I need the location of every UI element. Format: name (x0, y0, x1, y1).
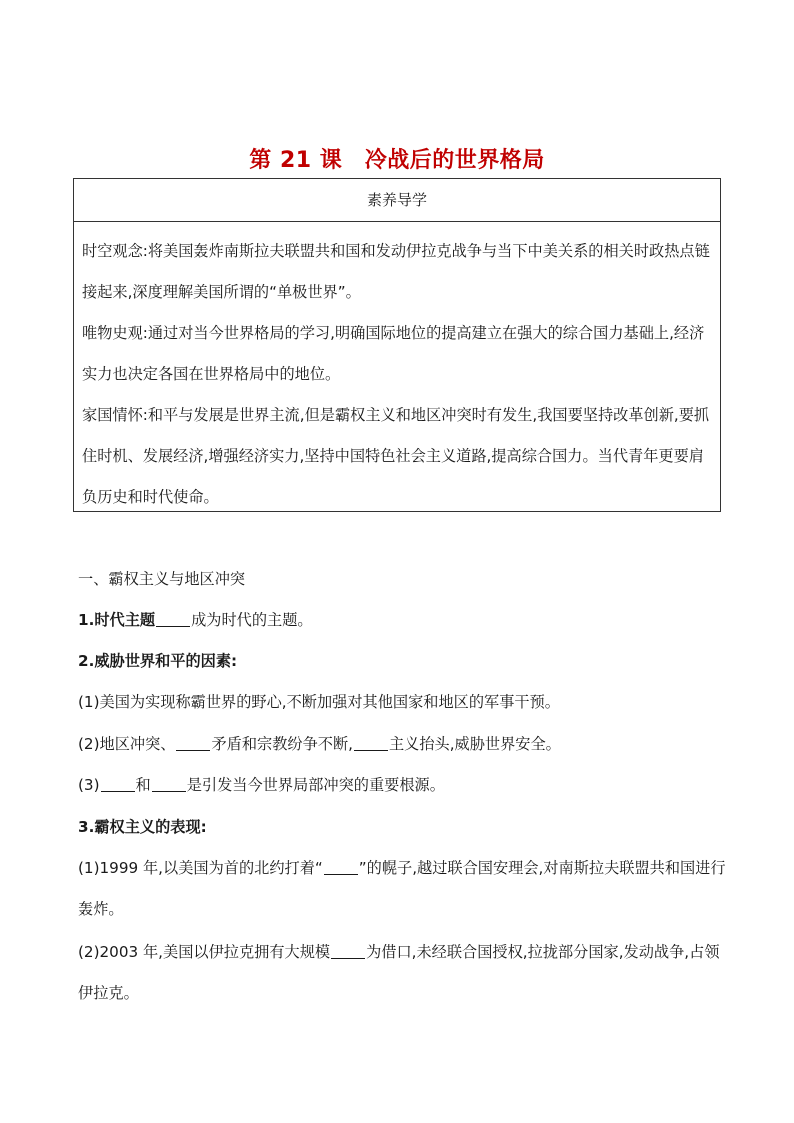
item2-line2-part-a: (2)地区冲突、 (78, 735, 176, 753)
guide-body (74, 222, 720, 518)
item3-p1-part-b: ”的幌子,越过联合国安理会,对南斯拉夫联盟共和国进行轰炸。 (78, 859, 726, 918)
item2-line3-part-b: 和 (135, 776, 151, 794)
item1-line (78, 609, 728, 630)
item2-line3-part-a: (3) (78, 776, 100, 794)
item2-line2-part-b: 矛盾和宗教纷争不断, (211, 735, 353, 753)
item3-p2-part-b: 为借口,未经联合国授权,拉拢部分国家,发动战争,占领伊拉克。 (78, 943, 720, 1002)
item3-p2-part-a: (2)2003 年,美国以伊拉克拥有大规模 (78, 943, 331, 961)
guide-paragraph-patriotism: 家国情怀:和平与发展是世界主流,但是霸权主义和地区冲突时有发生,我国要坚持改革创新,要抓住时机、发展经济,增强经济实力,坚持中国特色社会主义道路,提高综合国力。当代青年更要肩负历史和时代使命。 (82, 406, 710, 506)
fill-blank[interactable] (101, 790, 135, 792)
fill-blank[interactable] (176, 749, 210, 751)
fill-blank[interactable] (156, 625, 190, 627)
item3-label: 3.霸权主义的表现: (78, 818, 207, 836)
item1-label: 1.时代主题 (78, 611, 156, 629)
fill-blank[interactable] (331, 957, 365, 959)
item2-line2-part-c: 主义抬头,威胁世界安全。 (388, 735, 561, 753)
item3-p1-part-a: (1)1999 年,以美国为首的北约打着“ (78, 859, 323, 877)
item2-line1: (1)美国为实现称霸世界的野心,不断加强对其他国家和地区的军事干预。 (78, 693, 560, 711)
item2-line2 (78, 733, 728, 754)
lesson-title: 第 21 课 冷战后的世界格局 (249, 148, 545, 173)
item2-label: 2.威胁世界和平的因素: (78, 652, 238, 670)
guide-paragraph-spacetime: 时空观念:将美国轰炸南斯拉夫联盟共和国和发动伊拉克战争与当下中美关系的相关时政热点链接起来,深度理解美国所谓的“单极世界”。 (82, 242, 710, 301)
item2-line3 (78, 774, 728, 795)
item2-line3-part-c: 是引发当今世界局部冲突的重要根源。 (186, 776, 445, 794)
item3-paragraph1 (78, 848, 728, 930)
fill-blank[interactable] (152, 790, 186, 792)
guide-heading: 素养导学 (74, 179, 720, 222)
item3-paragraph2 (78, 932, 728, 1014)
part1-title: 一、霸权主义与地区冲突 (78, 570, 246, 588)
item1-suffix: 成为时代的主题。 (191, 611, 313, 629)
literacy-guide-box (73, 178, 721, 512)
guide-paragraph-materialism: 唯物史观:通过对当今世界格局的学习,明确国际地位的提高建立在强大的综合国力基础上,经济实力也决定各国在世界格局中的地位。 (82, 324, 705, 383)
fill-blank[interactable] (354, 749, 388, 751)
fill-blank[interactable] (324, 873, 358, 875)
